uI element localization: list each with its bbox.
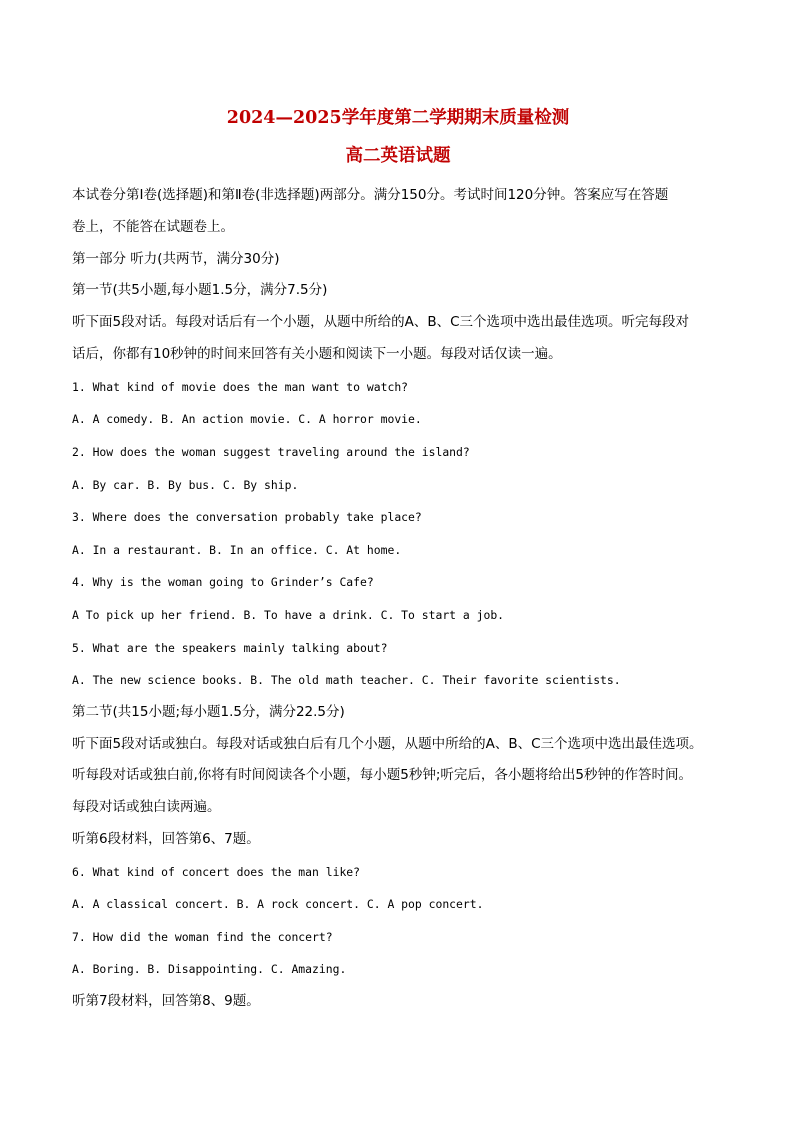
- section2-heading: 第二节(共15小题;每小题1.5分，满分22.5分): [72, 703, 345, 720]
- section1-heading: 第一节(共5小题,每小题1.5分，满分7.5分): [72, 282, 328, 299]
- part1-heading: 第一部分 听力(共两节，满分30分): [72, 250, 280, 267]
- question-7: 7. How did the woman find the concert?: [72, 929, 333, 944]
- question-4-options: A To pick up her friend. B. To have a drink. C. To start a job.: [72, 607, 505, 622]
- material-6-note: 听第6段材料，回答第6、7题。: [72, 830, 260, 847]
- question-5: 5. What are the speakers mainly talking about?: [72, 640, 388, 655]
- section2-instructions-line-2: 听每段对话或独白前,你将有时间阅读各个小题，每小题5秒钟;听完后，各小题将给出5秒钟的作答时间。: [72, 767, 693, 784]
- document-content: [72, 106, 724, 1018]
- section1-instructions-line-1: 听下面5段对话。每段对话后有一个小题，从题中所给的A、B、C三个选项中选出最佳选项。听完每段对: [72, 314, 690, 331]
- question-5-options: A. The new science books. B. The old math teacher. C. Their favorite scientists.: [72, 673, 621, 688]
- question-1-options: A. A comedy. B. An action movie. C. A horror movie.: [72, 412, 422, 427]
- question-3: 3. Where does the conversation probably take place?: [72, 510, 422, 525]
- question-2-options: A. By car. B. By bus. C. By ship.: [72, 477, 299, 492]
- question-6-options: A. A classical concert. B. A rock concert. C. A pop concert.: [72, 897, 484, 912]
- section2-instructions-line-3: 每段对话或独白读两遍。: [72, 799, 221, 816]
- section2-instructions-line-1: 听下面5段对话或独白。每段对话或独白后有几个小题，从题中所给的A、B、C三个选项中选出最佳选项。: [72, 735, 703, 752]
- question-4: 4. Why is the woman going to Grinder’s Cafe?: [72, 575, 374, 590]
- intro-line-2: 卷上，不能答在试题卷上。: [72, 218, 234, 235]
- exam-title: 2024—2025学年度第二学期期末质量检测: [226, 108, 570, 128]
- question-1: 1. What kind of movie does the man want to watch?: [72, 379, 409, 394]
- question-2: 2. How does the woman suggest traveling around the island?: [72, 444, 470, 459]
- exam-subtitle: 高二英语试题: [345, 146, 451, 166]
- intro-line-1: 本试卷分第Ⅰ卷(选择题)和第Ⅱ卷(非选择题)两部分。满分150分。考试时间120分钟。答案应写在答题: [72, 187, 669, 203]
- question-3-options: A. In a restaurant. B. In an office. C. At home.: [72, 542, 402, 557]
- question-6: 6. What kind of concert does the man like?: [72, 864, 361, 879]
- material-7-note: 听第7段材料，回答第8、9题。: [72, 993, 260, 1010]
- question-7-options: A. Boring. B. Disappointing. C. Amazing.: [72, 962, 347, 977]
- section1-instructions-line-2: 话后，你都有10秒钟的时间来回答有关小题和阅读下一小题。每段对话仅读一遍。: [72, 345, 562, 362]
